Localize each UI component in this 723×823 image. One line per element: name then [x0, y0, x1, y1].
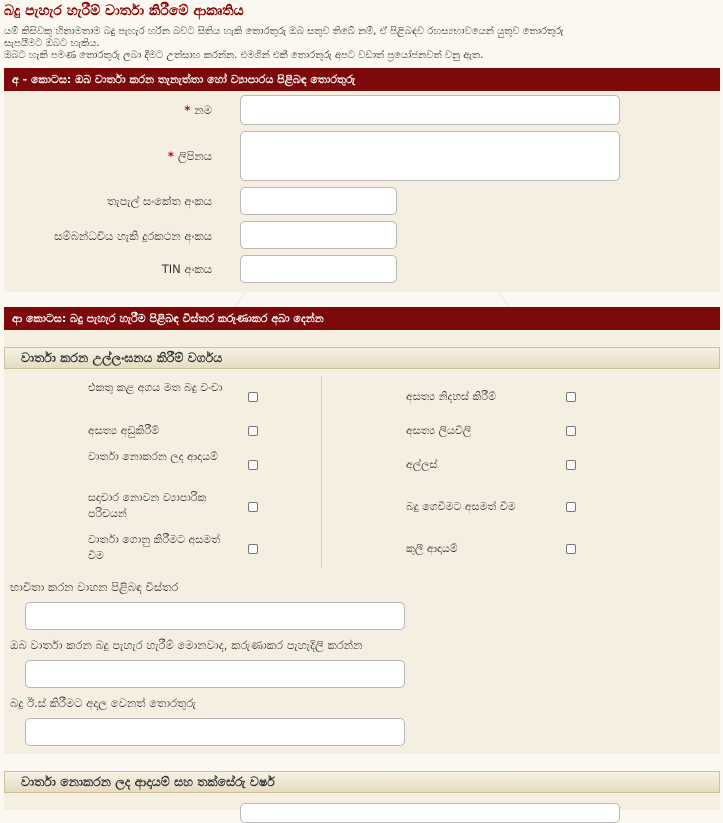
vehicle-input[interactable] [25, 602, 405, 630]
address-textarea[interactable] [240, 131, 620, 181]
tin-input[interactable] [240, 255, 397, 283]
phone-input[interactable] [240, 221, 397, 249]
other-info-input[interactable] [25, 718, 405, 746]
intro-text [4, 26, 719, 62]
column-divider [321, 376, 322, 568]
option-label: අල්ලස් [406, 458, 438, 471]
option-checkbox-failure-to-pay[interactable] [566, 502, 576, 512]
option-label: සදාචාර නොවන ව්‍යාපාරික පරිචයන් [88, 491, 207, 520]
evasion-description-input[interactable] [25, 660, 405, 688]
address-label [168, 149, 212, 164]
option-checkbox-unreported-income[interactable] [248, 460, 258, 470]
option-checkbox-false-documents[interactable] [566, 426, 576, 436]
option-label: වාර්තා නොකරන ලද ආදායම් [88, 450, 218, 463]
intro-line: යම් කිසිවකු හිතාමතාම බදු පැහැර හරින බවට සිතිය හැකි තොරතුරු ඔබ සතුව තිබේ නම්, ඒ පිළිබඳව රහස්‍යභාවයෙන් යුතුව තොරතුරු [4, 26, 564, 37]
option-checkbox-failure-to-file[interactable] [248, 544, 258, 554]
option-checkbox-unethical-practices[interactable] [248, 502, 258, 512]
option-label: වාර්තා ගොනු කිරීමට අසමත් වීම [88, 533, 221, 562]
option-label: එකතු කළ අගය මත බදු වංචා [88, 381, 223, 394]
section-b-header: ආ කොටස: බදු පැහැර හැරීම පිළිබඳ විස්තර කරුණාකර අබා දෙන්න [4, 307, 720, 330]
option-checkbox-rental-income[interactable] [566, 544, 576, 554]
option-checkbox-false-deductions[interactable] [248, 426, 258, 436]
postal-code-label: තැපැල් සංකේත අංකය [107, 194, 212, 208]
option-label: කුලී ආදායම් [406, 542, 458, 555]
name-label-text: නම [194, 103, 212, 117]
required-mark: * [184, 103, 191, 117]
other-info-label: බදු ඊ.ස් කිරීමට අදාල වෙනත් තොරතුරු [10, 696, 197, 710]
required-mark: * [167, 149, 174, 163]
option-label: බදු ගෙවීමට අසමත් වීම [406, 500, 516, 513]
section-c-header: වාර්තා නොකරන ලද ආදායම් සහ තක්සේරු වර්ෂ [4, 771, 720, 793]
option-checkbox-vat-fraud[interactable] [248, 392, 258, 402]
name-input[interactable] [240, 95, 620, 125]
page-title: බදු පැහැර හැරීම් වාර්තා කිරීමේ ආකෘතිය [4, 3, 244, 19]
option-checkbox-false-exemptions[interactable] [566, 392, 576, 402]
name-label [184, 103, 212, 118]
section-a-header: අ - කොටස: ඔබ වාර්තා කරන තැනැත්තා හෝ ව්‍යාපාරය පිළිබඳ තොරතුරු [4, 68, 720, 91]
option-checkbox-bribery[interactable] [566, 460, 576, 470]
option-label: අසත්‍ය ලියවිලි [406, 424, 472, 437]
intro-line: සැපයීමට ඔබට හැකිය. [4, 38, 100, 49]
postal-code-input[interactable] [240, 187, 397, 215]
tin-label: TIN අංකය [161, 262, 212, 276]
intro-line: ඔබට හැකි පමණ තොරතුරු ලබා දීමට උත්සාහ කරන්න. එමගින් එකී තොරතුරු අපට වඩාත් ප්‍රයෝජනවත් වනු ඇත. [4, 50, 484, 61]
address-label-text: ලිපිනය [177, 149, 212, 163]
violation-type-header: වාර්තා කරන උල්ලංඝනය කිරීම් වර්ගය [4, 347, 720, 369]
option-label: අසත්‍ය නිදහස් කිරීම් [406, 390, 496, 403]
section-c-input[interactable] [240, 803, 620, 823]
option-label: අසත්‍ය අඩුකිරීම් [88, 424, 159, 437]
evasion-description-label: ඔබ වාර්තා කරන බදු පැහැර හැරීම් මොනවාද, කරුණාකර පැහැදිලි කරන්න [10, 638, 363, 652]
phone-label: සම්බන්ධවිය හැකි දුරකථන අංකය [54, 229, 212, 243]
vehicle-label: භාවිතා කරන වාහන පිළිබඳ විස්තර [10, 580, 179, 594]
